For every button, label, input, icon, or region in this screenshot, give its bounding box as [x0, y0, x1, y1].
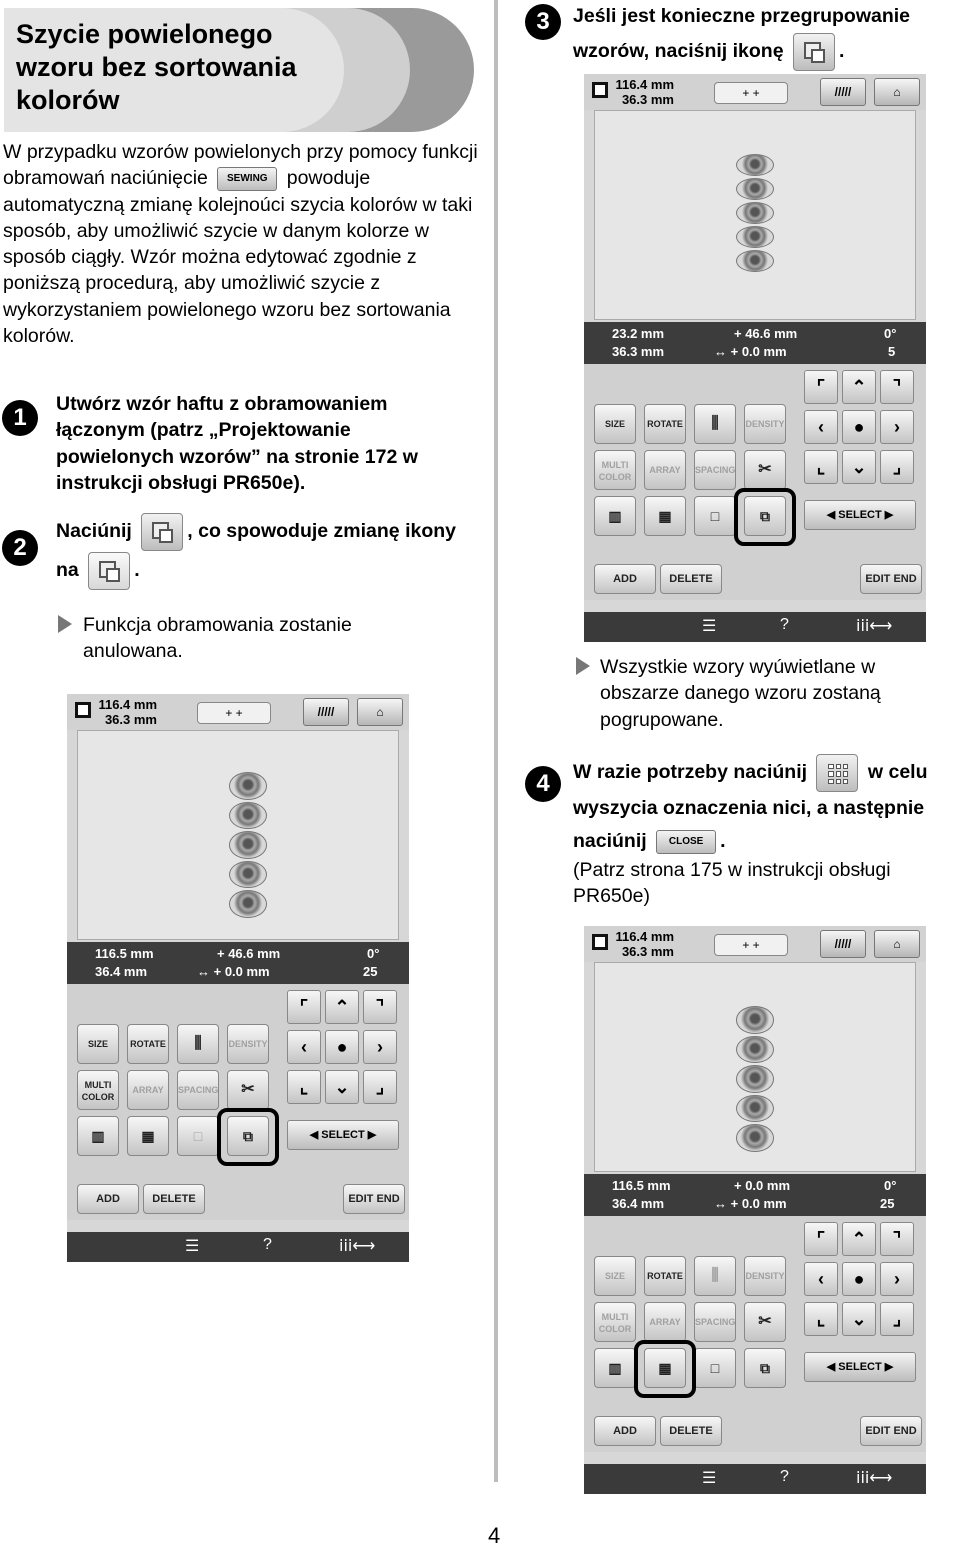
mirror-button[interactable]: ⫼	[177, 1024, 219, 1064]
mirror-button[interactable]: ⫼	[694, 404, 736, 444]
size-button[interactable]: SIZE	[77, 1024, 119, 1064]
regroup-icon[interactable]: ⧉	[744, 1348, 786, 1388]
page-number: 4	[488, 1523, 501, 1547]
move-up-right-button[interactable]: ⌝	[880, 370, 914, 404]
move-up-left-button[interactable]: ⌜	[804, 1222, 838, 1256]
info-height: 116.5 mm	[612, 1178, 671, 1193]
border-icon[interactable]: □	[694, 496, 736, 536]
screen-top-bar	[584, 926, 926, 962]
help-icon[interactable]: ?	[780, 1468, 789, 1485]
info-rotation: 0°	[367, 946, 380, 961]
move-left-button[interactable]: ‹	[804, 410, 838, 444]
step-2-result: Funkcja obramowania zostanie anulowana.	[83, 614, 352, 663]
motif	[736, 178, 774, 200]
group-icon[interactable]	[793, 33, 835, 71]
motif	[736, 226, 774, 248]
spacing-button[interactable]: SPACING	[694, 450, 736, 490]
bottom-bar	[67, 1232, 409, 1262]
list-icon[interactable]: ☰	[702, 1470, 717, 1487]
select-button[interactable]: ◀ SELECT ▶	[804, 1352, 916, 1382]
motif	[229, 861, 267, 889]
step-3-result: Wszystkie wzory wyúwietlane w obszarze danego wzoru zostaną pogrupowane.	[600, 656, 881, 731]
pattern-strip	[736, 153, 774, 273]
border-on-icon[interactable]	[141, 513, 183, 551]
motif	[736, 202, 774, 224]
step-2-number: 2	[2, 530, 38, 566]
info-bar	[67, 942, 409, 984]
step-2-text	[56, 512, 466, 590]
spacing-button[interactable]: SPACING	[177, 1070, 219, 1110]
edit-panel	[67, 984, 409, 1220]
step-3-number: 3	[525, 4, 561, 40]
center-button[interactable]: ●	[842, 1262, 876, 1296]
move-up-button[interactable]: ⌃	[842, 1222, 876, 1256]
result-arrow-icon	[58, 615, 72, 633]
step-2-text-b: , co spowoduje zmianę ikony na	[56, 520, 456, 581]
step-4-text-a: W razie potrzeby naciúnij	[573, 761, 808, 784]
step-4-number: 4	[525, 766, 561, 802]
delete-button[interactable]: DELETE	[660, 1416, 722, 1446]
size-button[interactable]: SIZE	[594, 1256, 636, 1296]
cut-button[interactable]: ✂	[744, 450, 786, 490]
thread-mark-icon[interactable]	[816, 754, 858, 792]
motif	[736, 1095, 774, 1123]
move-down-right-button[interactable]: ⌟	[880, 450, 914, 484]
motif	[736, 1006, 774, 1034]
multi-color-button[interactable]: MULTI COLOR	[594, 1302, 636, 1342]
pattern-canvas	[77, 730, 399, 940]
info-colors: 25	[363, 964, 378, 979]
move-up-right-button[interactable]: ⌝	[363, 990, 397, 1024]
motif	[229, 802, 267, 830]
intro-after: powoduje automatyczną zmianę kolejnoúci szycia kolorów w taki sposób, aby umożliwić szycie w danym kolorze w sposób ciągły. Wzór można edytować zgodnie z poniższą procedurą, aby umożliwić szycie z wykorzystaniem powielonego wzoru bez sortowania kolorów.	[3, 167, 473, 348]
move-down-left-button[interactable]: ⌞	[287, 1070, 321, 1104]
info-colors: 25	[880, 1196, 895, 1211]
border-off-icon[interactable]	[88, 552, 130, 590]
rotate-button[interactable]: ROTATE	[127, 1024, 169, 1064]
move-up-button[interactable]: ⌃	[325, 990, 359, 1024]
motif	[736, 1124, 774, 1152]
multi-color-button[interactable]: MULTI COLOR	[77, 1070, 119, 1110]
home-button[interactable]: ⌂	[874, 78, 920, 106]
edit-panel	[584, 364, 926, 600]
move-up-left-button[interactable]: ⌜	[804, 370, 838, 404]
select-button[interactable]: ◀ SELECT ▶	[804, 500, 916, 530]
border-icon[interactable]: □	[694, 1348, 736, 1388]
step-2-text-a: Naciúnij	[56, 520, 132, 542]
move-up-left-button[interactable]: ⌜	[287, 990, 321, 1024]
center-button[interactable]: ●	[842, 410, 876, 444]
motif	[229, 890, 267, 918]
info-horizontal: ↔ + 0.0 mm	[714, 344, 787, 359]
help-icon[interactable]: ?	[780, 616, 789, 633]
edit-end-button[interactable]: EDIT END	[860, 1416, 922, 1446]
info-bar	[584, 1174, 926, 1216]
center-button[interactable]: ●	[325, 1030, 359, 1064]
move-up-right-button[interactable]: ⌝	[880, 1222, 914, 1256]
move-right-button[interactable]: ›	[363, 1030, 397, 1064]
info-width: 36.3 mm	[612, 344, 665, 359]
sewing-button[interactable]: SEWING	[217, 167, 277, 191]
delete-button[interactable]: DELETE	[660, 564, 722, 594]
edit-end-button[interactable]: EDIT END	[860, 564, 922, 594]
move-right-button[interactable]: ›	[880, 410, 914, 444]
info-height: 23.2 mm	[612, 326, 665, 341]
rotate-button[interactable]: ROTATE	[644, 404, 686, 444]
home-button[interactable]: ⌂	[874, 930, 920, 958]
move-left-button[interactable]: ‹	[804, 1262, 838, 1296]
step-4-text-c: .	[720, 830, 726, 852]
move-up-button[interactable]: ⌃	[842, 370, 876, 404]
highlight-frame	[217, 1108, 279, 1166]
mirror-button[interactable]: ⫼	[694, 1256, 736, 1296]
step-4-note: (Patrz strona 175 w instrukcji obsługi PR650e)	[573, 859, 891, 908]
add-button[interactable]: ADD	[77, 1184, 139, 1214]
array-button[interactable]: ARRAY	[127, 1070, 169, 1110]
intro-paragraph	[3, 139, 478, 349]
intro-before: W przypadku wzorów powielonych przy pomocy funkcji obramowań naciúnięcie	[3, 141, 478, 190]
sewing-mode-button[interactable]: /////	[820, 78, 866, 106]
top-width: 116.4 mm	[615, 929, 674, 944]
top-width: 116.4 mm	[98, 697, 157, 712]
move-down-right-button[interactable]: ⌟	[363, 1070, 397, 1104]
top-width: 116.4 mm	[615, 77, 674, 92]
multi-color-button[interactable]: MULTI COLOR	[594, 450, 636, 490]
pattern-strip	[736, 1005, 774, 1153]
settings-icon[interactable]: ⅰⅰⅰ⟷	[339, 1238, 376, 1255]
move-down-button[interactable]: ⌄	[325, 1070, 359, 1104]
highlight-frame	[634, 1340, 696, 1398]
list-icon[interactable]: ☰	[702, 618, 717, 635]
density-button[interactable]: DENSITY	[227, 1024, 269, 1064]
move-left-button[interactable]: ‹	[287, 1030, 321, 1064]
help-icon[interactable]: ?	[263, 1236, 272, 1253]
list-icon[interactable]: ☰	[185, 1238, 200, 1255]
info-rotation: 0°	[884, 1178, 897, 1193]
group-icon[interactable]: ▥	[77, 1116, 119, 1156]
cut-button[interactable]: ✂	[744, 1302, 786, 1342]
info-horizontal: ↔ + 0.0 mm	[197, 964, 270, 979]
rotate-button[interactable]: ROTATE	[644, 1256, 686, 1296]
step-4-text	[573, 754, 958, 858]
density-button[interactable]: DENSITY	[744, 1256, 786, 1296]
move-down-left-button[interactable]: ⌞	[804, 450, 838, 484]
add-button[interactable]: ADD	[594, 564, 656, 594]
settings-icon[interactable]: ⅰⅰⅰ⟷	[856, 618, 893, 635]
step-3-text	[573, 0, 958, 71]
bottom-bar	[584, 612, 926, 642]
border-off-icon[interactable]: ⧉	[227, 1116, 269, 1156]
screen-top-bar	[584, 74, 926, 110]
move-right-button[interactable]: ›	[880, 1262, 914, 1296]
array-button[interactable]: ARRAY	[644, 1302, 686, 1342]
info-width: 36.4 mm	[612, 1196, 665, 1211]
close-button[interactable]: CLOSE	[656, 830, 716, 854]
screen-top-bar	[67, 694, 409, 730]
density-button[interactable]: DENSITY	[744, 404, 786, 444]
group-icon[interactable]: ▥	[594, 496, 636, 536]
thread-mark-icon[interactable]: ▦	[127, 1116, 169, 1156]
column-divider	[494, 0, 498, 1482]
info-colors: 5	[888, 344, 896, 359]
sewing-mode-button[interactable]: /////	[303, 698, 349, 726]
motif	[736, 1065, 774, 1093]
info-bar	[584, 322, 926, 364]
info-horizontal: ↔ + 0.0 mm	[714, 1196, 787, 1211]
add-button[interactable]: ADD	[594, 1416, 656, 1446]
sewing-mode-button[interactable]: /////	[820, 930, 866, 958]
step-4-text-b: w celu wyszycia oznaczenia nici, a następnie naciúnij	[573, 761, 928, 852]
motif	[736, 1036, 774, 1064]
cut-button[interactable]: ✂	[227, 1070, 269, 1110]
frame-pill: + +	[714, 934, 788, 956]
top-height: 36.3 mm	[621, 944, 674, 959]
select-button[interactable]: ◀ SELECT ▶	[287, 1120, 399, 1150]
info-vertical: + 46.6 mm	[217, 946, 281, 961]
step-1-number: 1	[2, 400, 38, 436]
motif	[736, 154, 774, 176]
thread-mark-icon[interactable]: ▦	[644, 1348, 686, 1388]
step-3-text-a: Jeśli jest konieczne przegrupowanie wzorów, naciśnij ikonę	[573, 5, 911, 63]
move-down-button[interactable]: ⌄	[842, 1302, 876, 1336]
pattern-canvas	[594, 962, 916, 1172]
info-width: 36.4 mm	[95, 964, 148, 979]
top-height: 36.3 mm	[621, 92, 674, 107]
motif	[229, 772, 267, 800]
spacing-button[interactable]: SPACING	[694, 1302, 736, 1342]
home-button[interactable]: ⌂	[357, 698, 403, 726]
border-icon[interactable]: □	[177, 1116, 219, 1156]
info-height: 116.5 mm	[95, 946, 154, 961]
step-2-text-c: .	[134, 558, 140, 581]
page-title: Szycie powielonego wzoru bez sortowania kolorów	[16, 19, 297, 115]
top-height: 36.3 mm	[104, 712, 157, 727]
machine-screen-c	[584, 926, 926, 1494]
frame-pill: + +	[197, 702, 271, 724]
move-down-left-button[interactable]: ⌞	[804, 1302, 838, 1336]
machine-screen-b	[584, 74, 926, 642]
info-rotation: 0°	[884, 326, 897, 341]
regroup-icon[interactable]: ⧉	[744, 496, 786, 536]
machine-screen-a	[67, 694, 409, 1262]
step-1-text: Utwórz wzór haftu z obramowaniem łączonym (patrz „Projektowanie powielonych wzorów” na stronie 172 w instrukcji obsługi PR650e).	[56, 393, 418, 494]
frame-pill: + +	[714, 82, 788, 104]
group-icon[interactable]: ▥	[594, 1348, 636, 1388]
move-down-right-button[interactable]: ⌟	[880, 1302, 914, 1336]
bottom-bar	[584, 1464, 926, 1494]
delete-button[interactable]: DELETE	[143, 1184, 205, 1214]
motif	[736, 250, 774, 272]
edit-end-button[interactable]: EDIT END	[343, 1184, 405, 1214]
size-button[interactable]: SIZE	[594, 404, 636, 444]
pattern-size-icon	[75, 702, 91, 718]
pattern-canvas	[594, 110, 916, 320]
info-vertical: + 46.6 mm	[734, 326, 798, 341]
settings-icon[interactable]: ⅰⅰⅰ⟷	[856, 1470, 893, 1487]
info-vertical: + 0.0 mm	[734, 1178, 791, 1193]
result-arrow-icon	[576, 657, 590, 675]
title-banner	[4, 8, 474, 132]
array-button[interactable]: ARRAY	[644, 450, 686, 490]
motif	[229, 831, 267, 859]
highlight-frame	[734, 488, 796, 546]
thread-mark-icon[interactable]: ▦	[644, 496, 686, 536]
pattern-strip	[229, 771, 267, 919]
step-3-text-b: .	[839, 40, 845, 63]
edit-panel	[584, 1216, 926, 1452]
pattern-size-icon	[592, 934, 608, 950]
pattern-size-icon	[592, 82, 608, 98]
move-down-button[interactable]: ⌄	[842, 450, 876, 484]
